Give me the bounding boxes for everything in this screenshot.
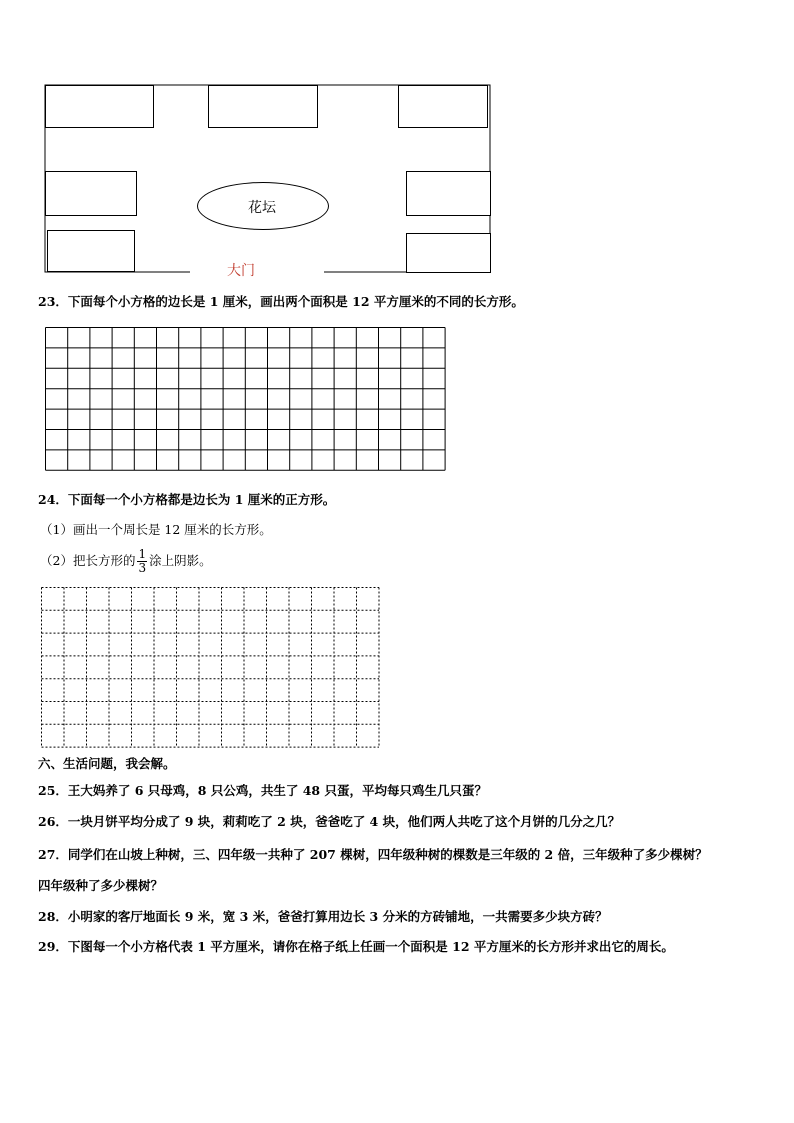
section-6-title: 六、生活问题，我会解。 <box>38 756 176 771</box>
flowerbed-label: 花坛 <box>248 200 276 216</box>
question-24-part-1: （1）画出一个周长是 12 厘米的长方形。 <box>40 522 272 537</box>
building-bottom-left <box>47 230 135 272</box>
building-middle-left <box>45 171 137 216</box>
question-29: 29．下图每一个小方格代表 1 平方厘米，请你在格子纸上任画一个面积是 12 平方厘米的长方形并求出它的周长。 <box>38 939 674 954</box>
solid-grid <box>45 327 447 471</box>
building-top-left <box>45 85 154 128</box>
question-23: 23．下面每个小方格的边长是 1 厘米，画出两个面积是 12 平方厘米的不同的长方形。 <box>38 294 524 309</box>
dotted-grid <box>41 587 381 749</box>
question-25: 25．王大妈养了 6 只母鸡，8 只公鸡，共生了 48 只蛋，平均每只鸡生几只蛋？ <box>38 783 487 798</box>
question-28: 28．小明家的客厅地面长 9 米，宽 3 米，爸爸打算用边长 3 分米的方砖铺地，一共需要多少块方砖？ <box>38 909 608 924</box>
building-bottom-right <box>406 233 491 273</box>
fraction-one-third <box>137 548 147 575</box>
building-top-right <box>398 85 488 128</box>
part-2-prefix: （2）把长方形的 <box>40 553 136 568</box>
building-middle-right <box>406 171 491 216</box>
question-27-line-1: 27．同学们在山坡上种树，三、四年级一共种了 207 棵树，四年级种树的棵数是三年级的 2 倍，三年级种了多少棵树？ <box>38 847 708 862</box>
grid-q23 <box>45 327 447 471</box>
question-24-part-2 <box>40 548 212 575</box>
school-map-diagram <box>44 84 491 279</box>
fraction-numerator: 1 <box>138 547 147 561</box>
question-27-line-2: 四年级种了多少棵树？ <box>38 878 164 893</box>
building-top-center <box>208 85 318 128</box>
grid-q24 <box>41 587 381 749</box>
question-24: 24．下面每一个小方格都是边长为 1 厘米的正方形。 <box>38 492 336 507</box>
part-2-suffix: 涂上阴影。 <box>149 553 212 568</box>
question-26: 26．一块月饼平均分成了 9 块，莉莉吃了 2 块，爸爸吃了 4 块，他们两人共吃了这个月饼的几分之几？ <box>38 814 621 829</box>
fraction-denominator: 3 <box>138 561 147 575</box>
gate-label: 大门 <box>227 263 255 279</box>
